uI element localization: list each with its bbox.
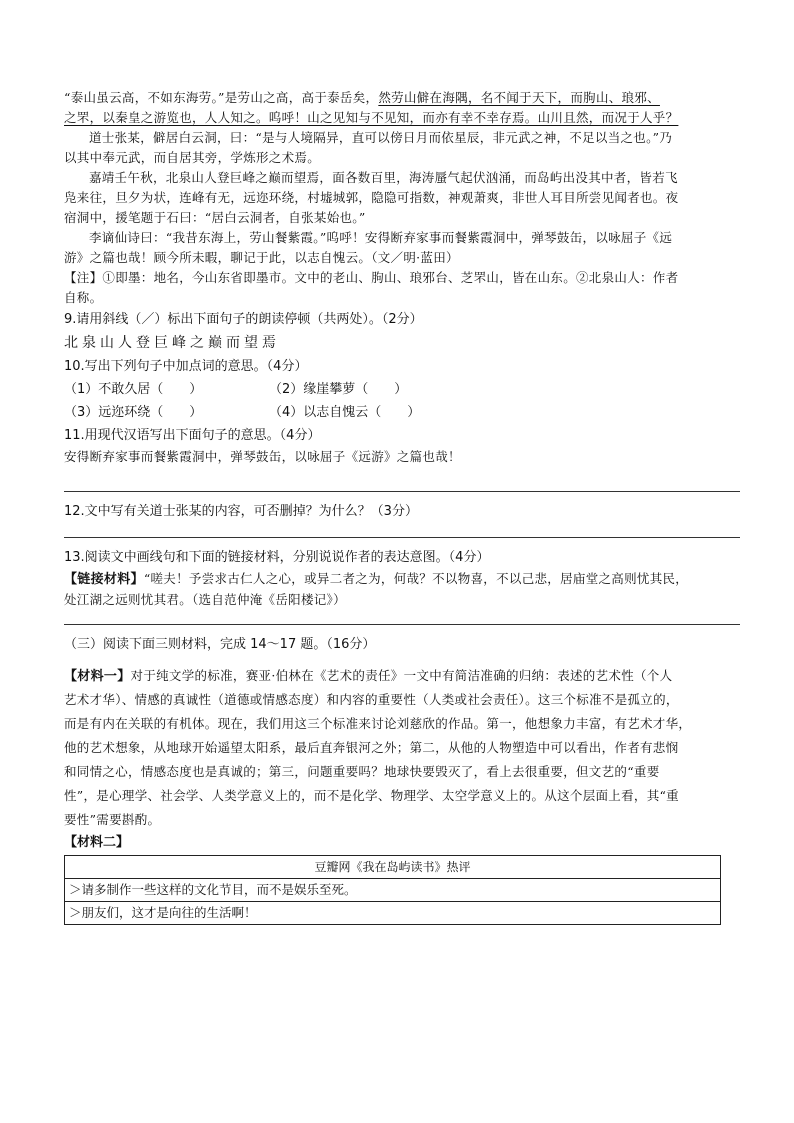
question-10-item-2: （2）缘崖攀萝（ ）: [269, 382, 408, 397]
material-1-text: 要性”需要斟酌。: [64, 812, 161, 827]
annotation-note: 自称。: [64, 290, 103, 305]
question-12-title: 12.文中写有关道士张某的内容，可否删掉？为什么？（3分）: [64, 504, 418, 519]
material-2-label: 【材料二】: [64, 835, 130, 850]
comment-row: ＞朋友们，这才是向往的生活啊！: [69, 905, 257, 920]
passage-line: 道士张某，僻居白云洞，曰：“是与人境隔异，直可以傍日月而依星辰，非元武之神，不足以当之也。”乃: [89, 130, 673, 145]
question-10-row: [64, 401, 740, 424]
question-10-item-4: （4）以志自愧云（ ）: [269, 405, 421, 420]
material-1-text: 而是有内在关联的有机体。现在，我们用这三个标准来讨论刘慈欣的作品。第一，他想象力丰富，有艺术才华，: [64, 716, 692, 731]
section-3-title: （三）阅读下面三则材料，完成 14～17 题。（16分）: [64, 637, 376, 652]
material-1-label: 【材料一】: [64, 669, 131, 684]
link-material-text: “嗟夫！予尝求古仁人之心，或异二者之为，何哉？不以物喜，不以己悲，居庙堂之高则忧其民，: [143, 571, 689, 586]
passage-line: 以其中奉元武，而自居其旁，学炼形之术焉。: [64, 150, 321, 165]
passage-line: 凫来往，旦夕为状，连峰有无，远迩环绕，村墟城郭，隐隐可指数，神观萧爽，非世人耳目所尝见闻者也。夜: [64, 190, 679, 205]
question-11-title: 11.用现代汉语写出下面句子的意思。（4分）: [64, 428, 321, 443]
question-10-title: 10.写出下列句子中加点词的意思。（4分）: [64, 359, 308, 374]
material-2-table: [64, 855, 721, 925]
question-9-sentence: 北泉山人登巨峰之巅而望焉: [64, 335, 280, 351]
classical-passage: [64, 88, 740, 308]
passage-line: 李谪仙诗曰：“我昔东海上，劳山餐紫霞。”呜呼！安得断弃家事而餐紫霞洞中，弹琴鼓缶，以咏屈子《远: [89, 230, 673, 245]
passage-line: 游》之篇也哉！顾今所未暇，聊记于此，以志自愧云。（文／明·蓝田）: [64, 250, 459, 265]
link-material-label: 【链接材料】: [64, 572, 144, 587]
material-1-line: [64, 664, 740, 688]
underlined-sentence: 然劳山僻在海隅，名不闻于天下，而朐山、琅邪、: [378, 90, 660, 105]
question-10-item-3: （3）远迩环绕（ ）: [64, 405, 203, 420]
material-1-text: 对于纯文学的标准，赛亚·伯林在《艺术的责任》一文中有简洁准确的归纳：表述的艺术性（个人: [130, 668, 673, 683]
question-10-item-1: （1）不敢久居（ ）: [64, 382, 203, 397]
material-1-text: 艺术才华）、情感的真诚性（道德或情感态度）和内容的重要性（人类或社会责任）。这三个标准不是孤立的，: [64, 692, 679, 707]
answer-line: [64, 523, 740, 538]
question-11-sentence: 安得断弃家事而餐紫霞洞中，弹琴鼓缶，以咏屈子《远游》之篇也哉！: [64, 449, 461, 464]
material-1-text: 和同情之心，情感态度也是真诚的；第三，问题重要吗？地球快要毁灭了，看上去很重要，但文艺的“重要: [64, 764, 660, 779]
answer-line: [64, 467, 740, 492]
material-1-text: 他的艺术想象，从地球开始遥望太阳系，最后直奔银河之外；第二，从他的人物塑造中可以看出，作者有悲悯: [64, 740, 679, 755]
passage-line: [64, 88, 740, 108]
annotation-note: 【注】①即墨：地名，今山东省即墨市。文中的老山、朐山、琅邪台、芝罘山，皆在山东。②北泉山人：作者: [64, 270, 679, 285]
question-10-row: [64, 378, 740, 401]
material-1: [64, 664, 740, 832]
material-1-text: 性”，是心理学、社会学、人类学意义上的，而不是化学、物理学、太空学意义上的。从这个层面上看，其“重: [64, 788, 679, 803]
link-material-text: 处江湖之远则忧其君。（选自范仲淹《岳阳楼记》）: [64, 592, 346, 607]
comment-row: ＞请多制作一些这样的文化节目，而不是娱乐至死。: [65, 879, 720, 902]
exam-content: [64, 88, 740, 925]
question-9-title: 9.请用斜线（／）标出下面句子的朗读停顿（共两处）。（2分）: [64, 312, 423, 327]
link-material: [64, 569, 740, 590]
passage-line: 宿洞中，援笔题于石曰：“居白云洞者，自张某始也。”: [64, 210, 366, 225]
underlined-sentence: 之罘，以秦皇之游览也，人人知之。呜呼！山之见知与不见知，而亦有幸不幸存焉。山川且然，而况于人乎？: [64, 110, 679, 125]
question-13-title: 13.阅读文中画线句和下面的链接材料，分别说说作者的表达意图。（4分）: [64, 550, 490, 565]
answer-line: [64, 610, 740, 625]
passage-text: “泰山虽云高，不如东海劳。”是劳山之高，高于泰岳矣，: [64, 90, 379, 105]
passage-line: 嘉靖壬午秋，北泉山人登巨峰之巅而望焉，面各数百里，海涛蜃气起伏汹涌，而岛屿出没其中者，皆若飞: [89, 170, 678, 185]
table-header: 豆瓣网《我在岛屿读书》热评: [65, 856, 720, 879]
